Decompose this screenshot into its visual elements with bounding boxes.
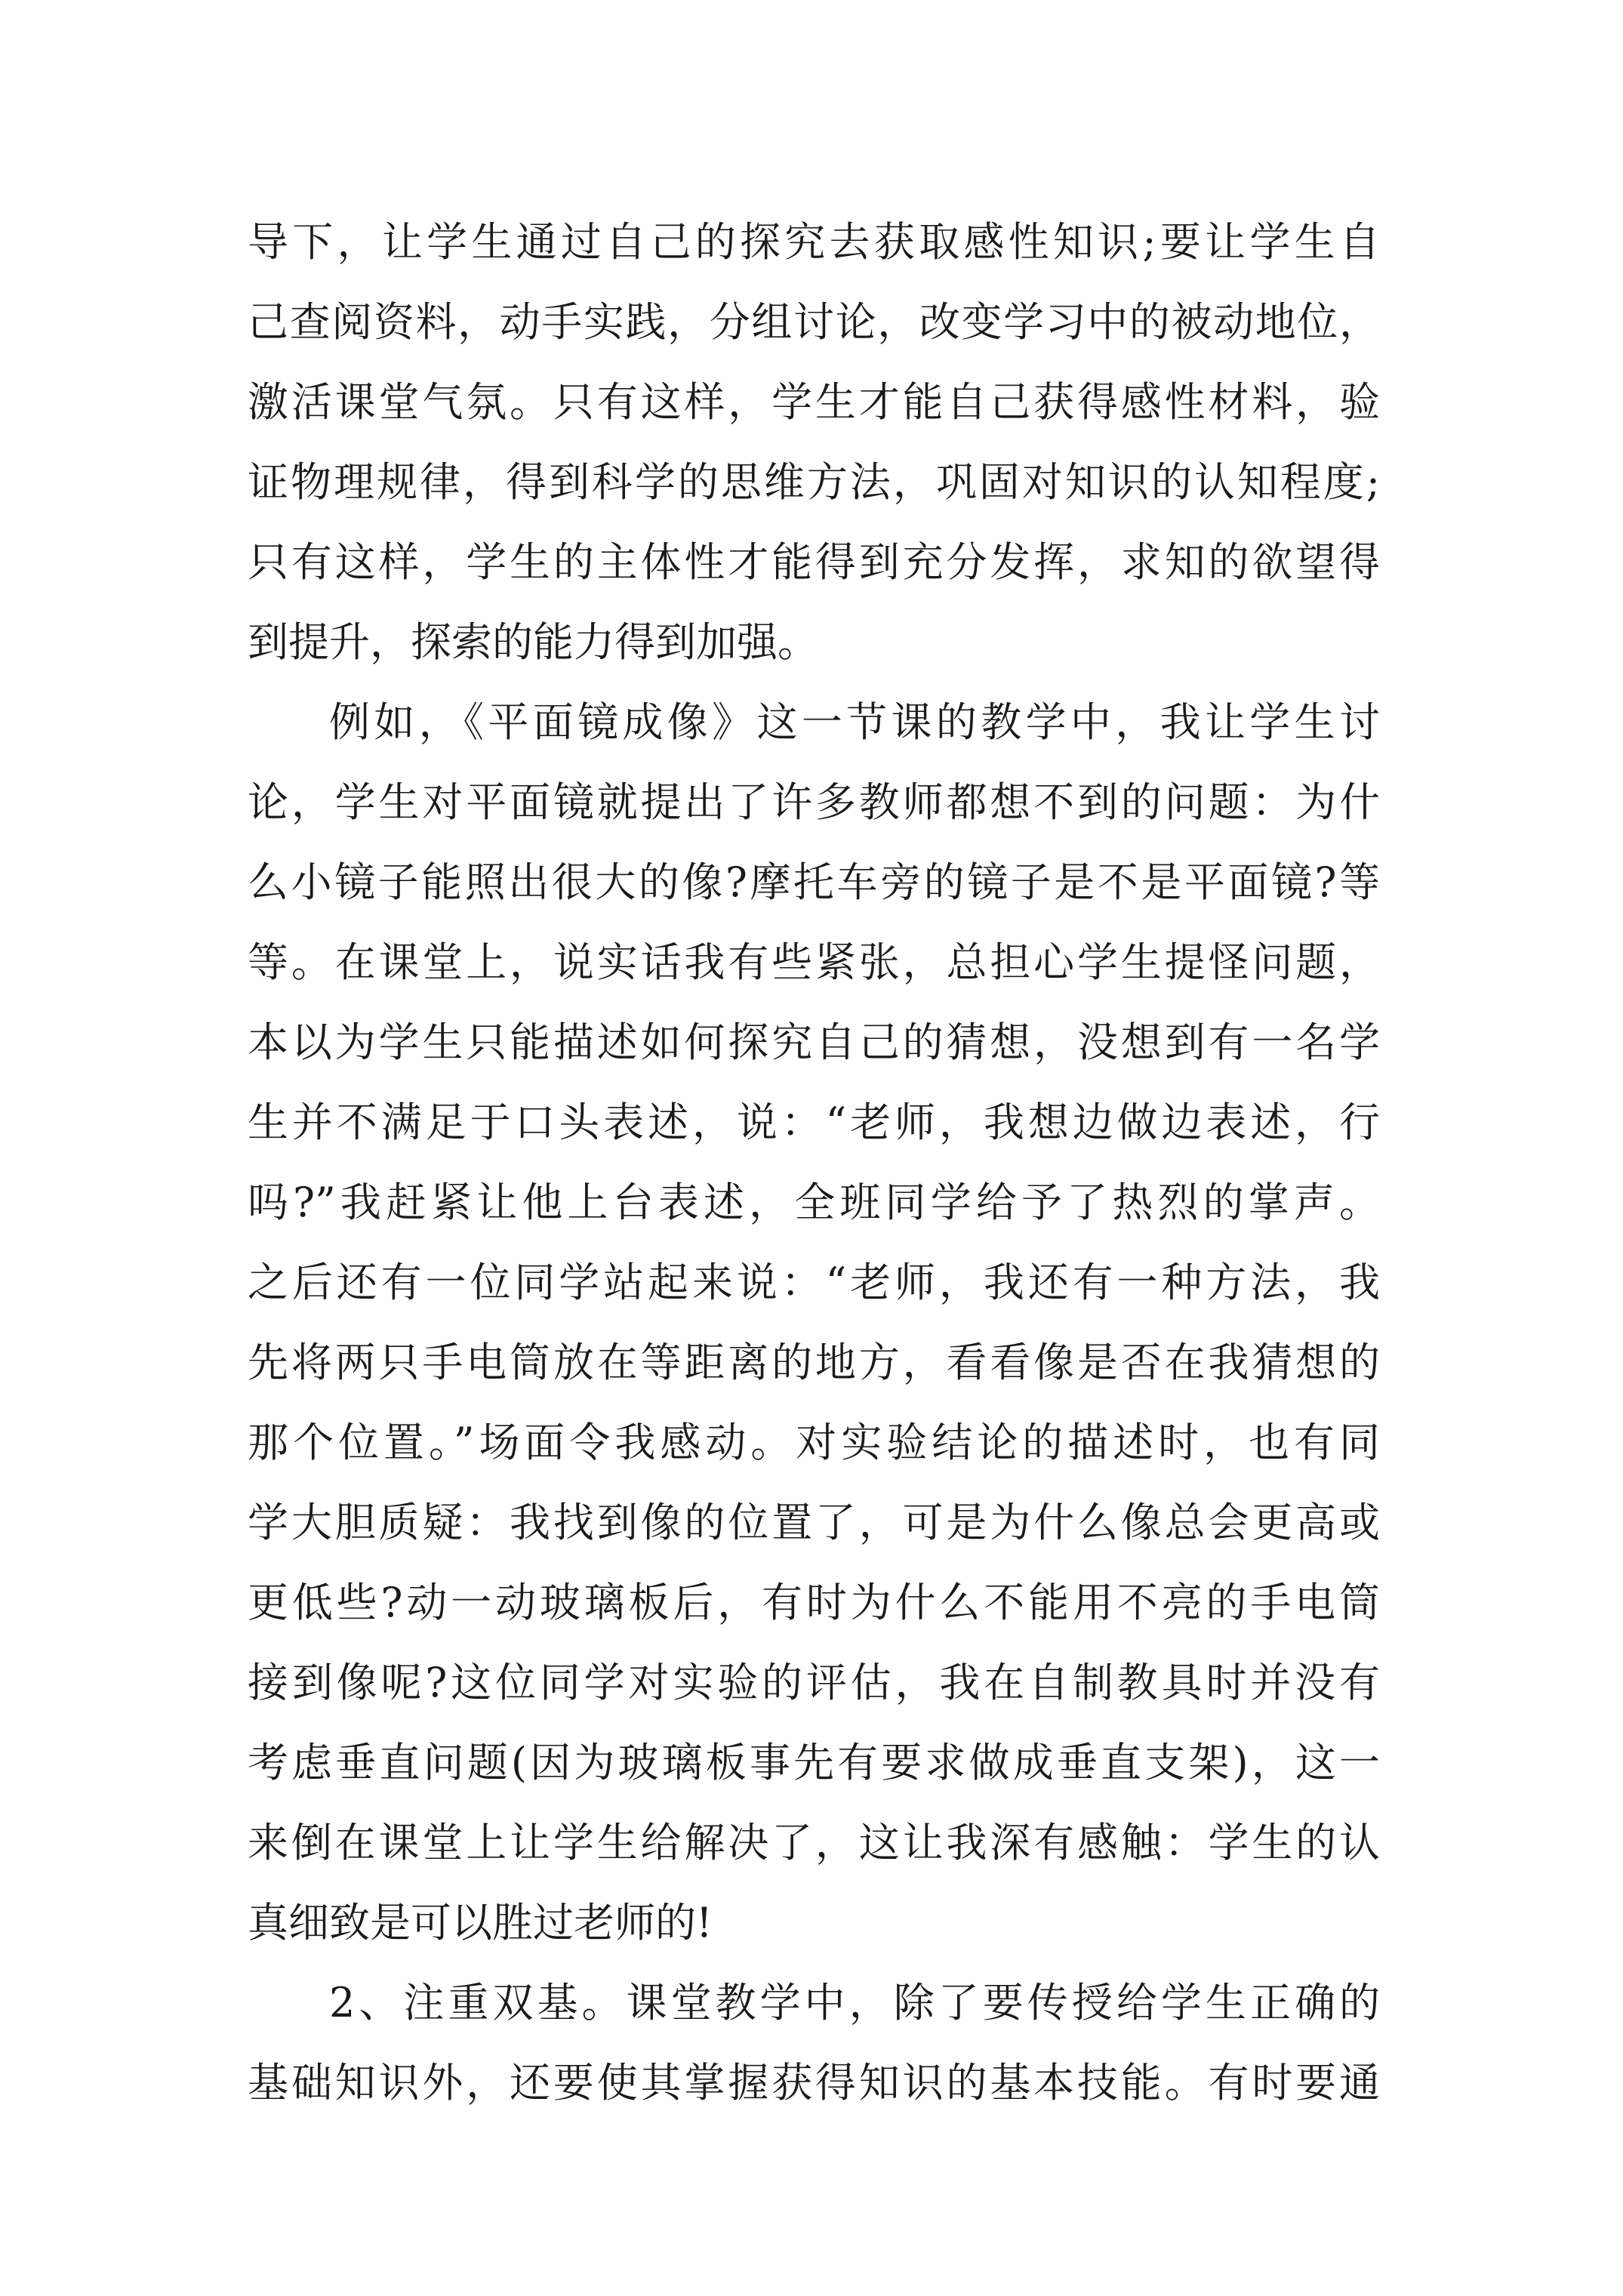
text-line: 么小镜子能照出很大的像?摩托车旁的镜子是不是平面镜?等 (248, 858, 1380, 906)
text-line: 到提升，探索的能力得到加强。 (248, 618, 818, 666)
text-line: 只有这样，学生的主体性才能得到充分发挥，求知的欲望得 (248, 538, 1380, 586)
text-line: 等。在课堂上，说实话我有些紧张，总担心学生提怪问题， (248, 938, 1380, 986)
text-line: 之后还有一位同学站起来说：“老师，我还有一种方法，我 (248, 1259, 1380, 1306)
text-line: 生并不满足于口头表述，说：“老师，我想边做边表述，行 (248, 1099, 1380, 1146)
text-line: 那个位置。”场面令我感动。对实验结论的描述时，也有同 (248, 1419, 1380, 1466)
text-line: 论，学生对平面镜就提出了许多教师都想不到的问题：为什 (248, 778, 1380, 826)
text-line: 真细致是可以胜过老师的! (248, 1899, 713, 1946)
text-line: 学大胆质疑：我找到像的位置了，可是为什么像总会更高或 (248, 1499, 1380, 1546)
text-line: 导下，让学生通过自己的探究去获取感性知识;要让学生自 (248, 218, 1380, 266)
text-line: 先将两只手电筒放在等距离的地方，看看像是否在我猜想的 (248, 1339, 1380, 1386)
text-line: 己查阅资料，动手实践，分组讨论，改变学习中的被动地位， (248, 298, 1380, 346)
text-line: 来倒在课堂上让学生给解决了，这让我深有感触：学生的认 (248, 1819, 1380, 1866)
text-line: 吗?”我赶紧让他上台表述，全班同学给予了热烈的掌声。 (248, 1179, 1380, 1226)
text-line: 更低些?动一动玻璃板后，有时为什么不能用不亮的手电筒 (248, 1579, 1380, 1626)
text-line: 本以为学生只能描述如何探究自己的猜想，没想到有一名学 (248, 1019, 1380, 1066)
text-line: 基础知识外，还要使其掌握获得知识的基本技能。有时要通 (248, 2059, 1380, 2106)
text-line: 激活课堂气氛。只有这样，学生才能自己获得感性材料，验 (248, 378, 1380, 426)
text-line: 考虑垂直问题(因为玻璃板事先有要求做成垂直支架)，这一 (248, 1739, 1380, 1786)
text-line: 2、注重双基。课堂教学中，除了要传授给学生正确的 (329, 1979, 1380, 2026)
body-text (248, 202, 1380, 2123)
text-line: 接到像呢?这位同学对实验的评估，我在自制教具时并没有 (248, 1659, 1380, 1706)
text-line: 证物理规律，得到科学的思维方法，巩固对知识的认知程度; (248, 458, 1380, 506)
text-line: 例如，《平面镜成像》这一节课的教学中，我让学生讨 (329, 698, 1380, 746)
